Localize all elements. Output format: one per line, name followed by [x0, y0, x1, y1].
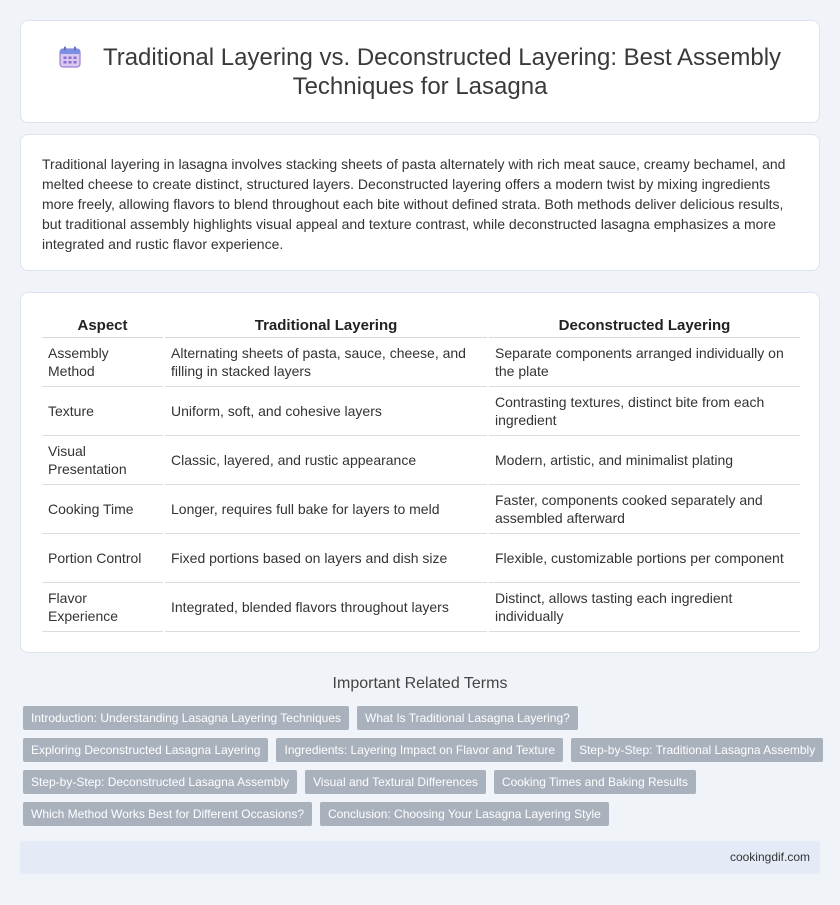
- intro-card: [20, 134, 820, 271]
- related-tag[interactable]: Ingredients: Layering Impact on Flavor and Texture: [276, 738, 563, 762]
- footer-bar: [20, 841, 820, 874]
- title-card: [20, 20, 820, 123]
- footer-site-link[interactable]: cookingdif.com: [729, 850, 810, 864]
- table-row: [42, 386, 800, 435]
- related-tag[interactable]: Step-by-Step: Deconstructed Lasagna Assembly: [23, 770, 297, 794]
- table-row: [42, 337, 800, 386]
- table-row: [42, 484, 800, 533]
- cell-traditional: Uniform, soft, and cohesive layers: [164, 386, 488, 435]
- cell-deconstructed: Separate components arranged individually on the plate: [488, 337, 800, 386]
- cell-deconstructed: Distinct, allows tasting each ingredient individually: [488, 582, 800, 631]
- related-tag[interactable]: Conclusion: Choosing Your Lasagna Layering Style: [320, 802, 609, 826]
- related-tags-row-2: [23, 738, 823, 762]
- comparison-table: [42, 315, 800, 632]
- header-traditional: Traditional Layering: [164, 315, 488, 337]
- related-tag[interactable]: Visual and Textural Differences: [305, 770, 486, 794]
- cell-traditional: Classic, layered, and rustic appearance: [164, 435, 488, 484]
- cell-aspect: Flavor Experience: [42, 582, 164, 631]
- cell-aspect: Portion Control: [42, 533, 164, 582]
- cell-deconstructed: Modern, artistic, and minimalist plating: [488, 435, 800, 484]
- related-tag[interactable]: Cooking Times and Baking Results: [494, 770, 696, 794]
- table-row: [42, 435, 800, 484]
- cell-deconstructed: Contrasting textures, distinct bite from each ingredient: [488, 386, 800, 435]
- related-tag[interactable]: Which Method Works Best for Different Occasions?: [23, 802, 312, 826]
- calendar-grid-icon: [59, 46, 81, 68]
- cell-aspect: Texture: [42, 386, 164, 435]
- cell-deconstructed: Faster, components cooked separately and assembled afterward: [488, 484, 800, 533]
- page-title: [21, 43, 819, 101]
- header-aspect: Aspect: [42, 315, 164, 337]
- header-deconstructed: Deconstructed Layering: [488, 315, 800, 337]
- cell-traditional: Integrated, blended flavors throughout layers: [164, 582, 488, 631]
- related-terms-heading: Important Related Terms: [332, 675, 508, 692]
- intro-paragraph: Traditional layering in lasagna involves stacking sheets of pasta alternately with rich meat sauce, creamy bechamel, and melted cheese to create distinct, structured layers. Deconstructed layering offers a modern twist by mixing ingredients more freely, allowing flavors to blend throughout each bite without defined strata. Both methods deliver delicious results, but traditional assembly highlights visual appeal and texture contrast, while deconstructed lasagna emphasizes a more integrated and rustic flavor experience.: [42, 156, 786, 252]
- cell-deconstructed: Flexible, customizable portions per component: [488, 533, 800, 582]
- comparison-card: [20, 292, 820, 653]
- cell-aspect: Assembly Method: [42, 337, 164, 386]
- cell-traditional: Alternating sheets of pasta, sauce, cheese, and filling in stacked layers: [164, 337, 488, 386]
- related-tag[interactable]: Step-by-Step: Traditional Lasagna Assembly: [571, 738, 823, 762]
- related-tag[interactable]: Exploring Deconstructed Lasagna Layering: [23, 738, 268, 762]
- cell-traditional: Fixed portions based on layers and dish size: [164, 533, 488, 582]
- related-tags-row-4: [23, 802, 609, 826]
- cell-traditional: Longer, requires full bake for layers to meld: [164, 484, 488, 533]
- cell-aspect: Visual Presentation: [42, 435, 164, 484]
- related-tag[interactable]: Introduction: Understanding Lasagna Layering Techniques: [23, 706, 349, 730]
- title-text: Traditional Layering vs. Deconstructed Layering: Best Assembly Techniques for Lasagna: [102, 44, 782, 100]
- table-row: [42, 582, 800, 631]
- table-row: [42, 533, 800, 582]
- related-tags-row-1: [23, 706, 578, 730]
- related-tags-row-3: [23, 770, 696, 794]
- cell-aspect: Cooking Time: [42, 484, 164, 533]
- related-tag[interactable]: What Is Traditional Lasagna Layering?: [357, 706, 578, 730]
- table-header-row: [42, 315, 800, 337]
